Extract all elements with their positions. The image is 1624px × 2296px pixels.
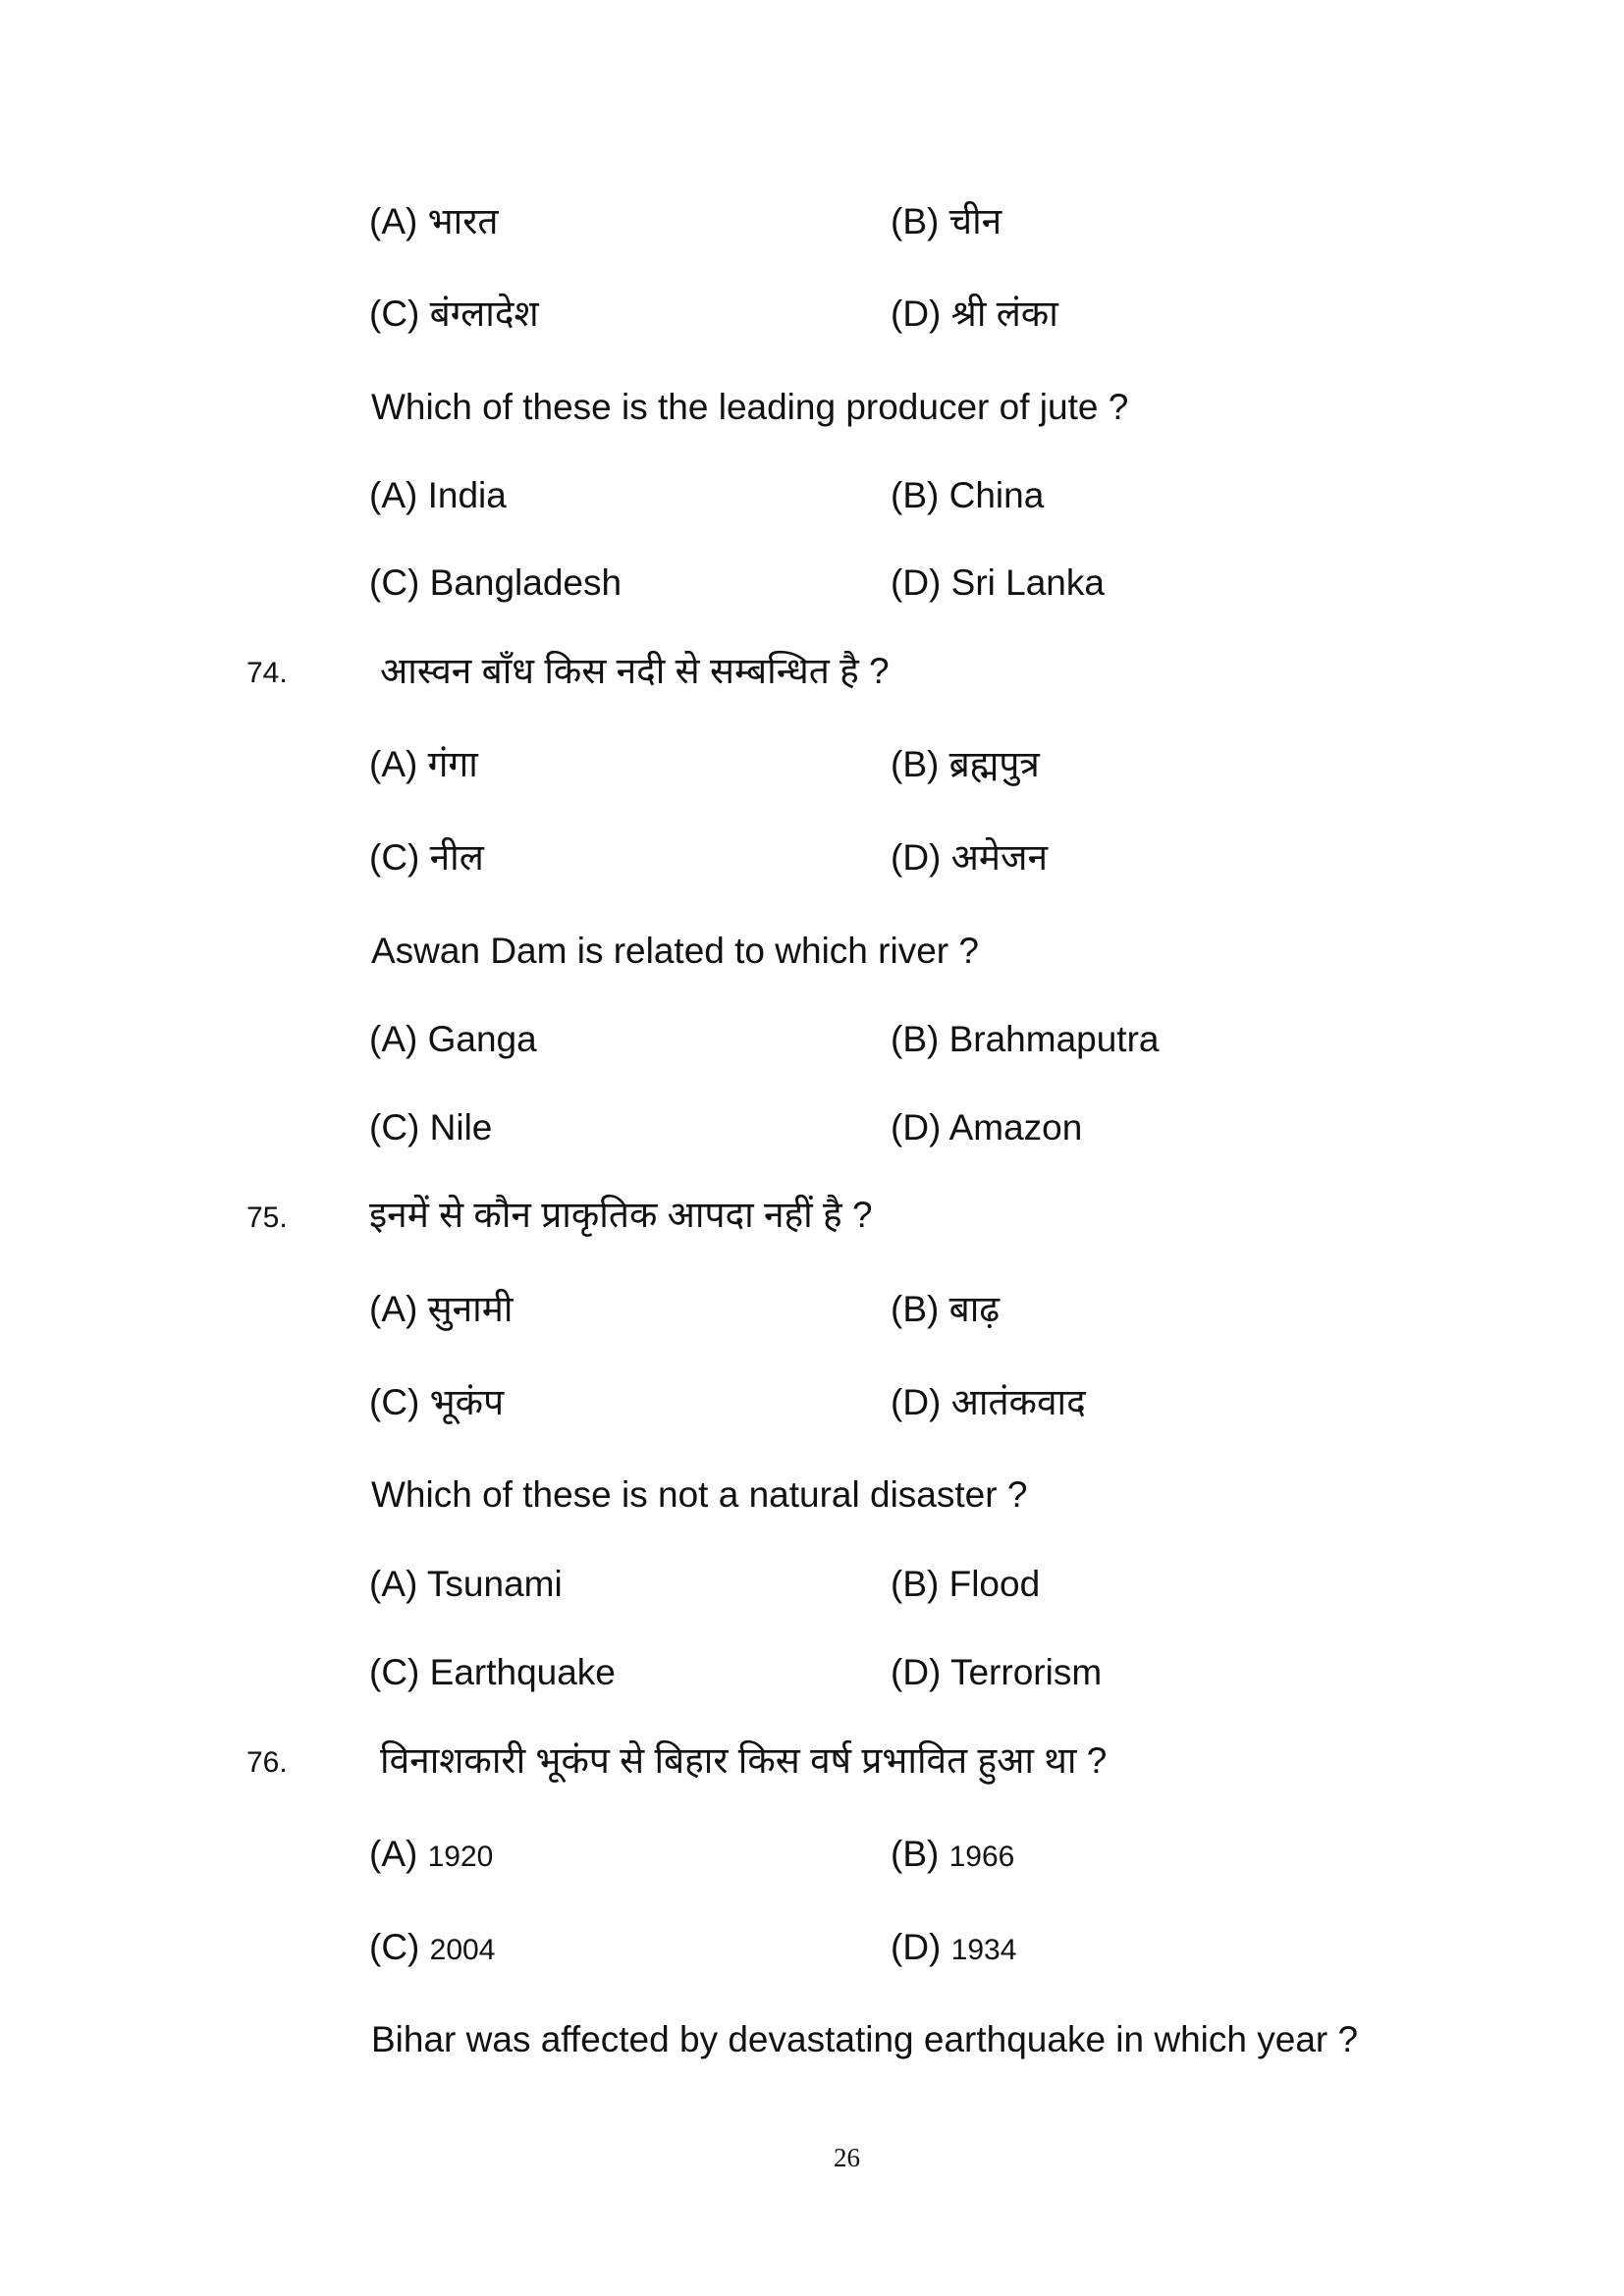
option-c-hindi: (C) नील [369,837,484,878]
option-value: 1934 [950,1934,1017,1966]
option-c-english: (C) Nile [369,1107,493,1148]
option-a-english: (A) Ganga [369,1019,537,1059]
option-label: (C) [369,1927,420,1967]
option-label: (B) [891,1834,940,1874]
question-text-english: Which of these is the leading producer of jute ? [371,387,1129,427]
option-value: 2004 [429,1934,496,1966]
option-label: (D) [891,1927,942,1967]
option-a-hindi: (A) गंगा [369,744,478,784]
option-b-hindi: (B) ब्रह्मपुत्र [891,744,1040,784]
option-d-english: (D) Sri Lanka [891,562,1105,603]
question-text-hindi: इनमें से कौन प्राकृतिक आपदा नहीं है ? [369,1195,873,1235]
option-c-english: (C) Earthquake [369,1652,616,1692]
option-d-english: (D) Amazon [891,1107,1083,1148]
option-value: 1920 [427,1841,494,1873]
option-label: (A) [369,1834,418,1874]
question-text-hindi: आस्वन बाँध किस नदी से सम्बन्धित है ? [380,651,890,691]
option-b [891,1833,1014,1879]
option-a-hindi: (A) सुनामी [369,1289,514,1329]
option-b-hindi: (B) चीन [891,201,1002,241]
option-b-english: (B) China [891,475,1045,515]
option-c-hindi: (C) भूकंप [369,1382,505,1422]
question-number: 76. [246,1746,288,1779]
option-d-hindi: (D) अमेजन [891,837,1049,878]
option-b-english: (B) Brahmaputra [891,1019,1160,1059]
question-text-english: Which of these is not a natural disaster ? [371,1474,1028,1515]
question-number: 75. [246,1201,288,1234]
option-d-hindi: (D) श्री लंका [891,294,1058,334]
option-d-english: (D) Terrorism [891,1652,1103,1692]
option-b-hindi: (B) बाढ़ [891,1289,1001,1329]
option-d [891,1926,1016,1972]
option-b-english: (B) Flood [891,1564,1041,1604]
option-d-hindi: (D) आतंकवाद [891,1382,1086,1422]
option-a [369,1833,493,1879]
option-c [369,1926,495,1972]
question-text-english: Bihar was affected by devastating earthquake in which year ? [371,2019,1359,2059]
option-a-hindi: (A) भारत [369,201,499,241]
question-text-english: Aswan Dam is related to which river ? [371,931,979,971]
question-text-hindi: विनाशकारी भूकंप से बिहार किस वर्ष प्रभावित हुआ था ? [380,1740,1108,1781]
option-c-english: (C) Bangladesh [369,562,623,603]
page-number: 26 [834,2143,860,2172]
option-value: 1966 [948,1841,1015,1873]
option-a-english: (A) India [369,475,507,515]
question-number: 74. [246,657,288,689]
option-c-hindi: (C) बंग्लादेश [369,294,539,334]
option-a-english: (A) Tsunami [369,1564,563,1604]
